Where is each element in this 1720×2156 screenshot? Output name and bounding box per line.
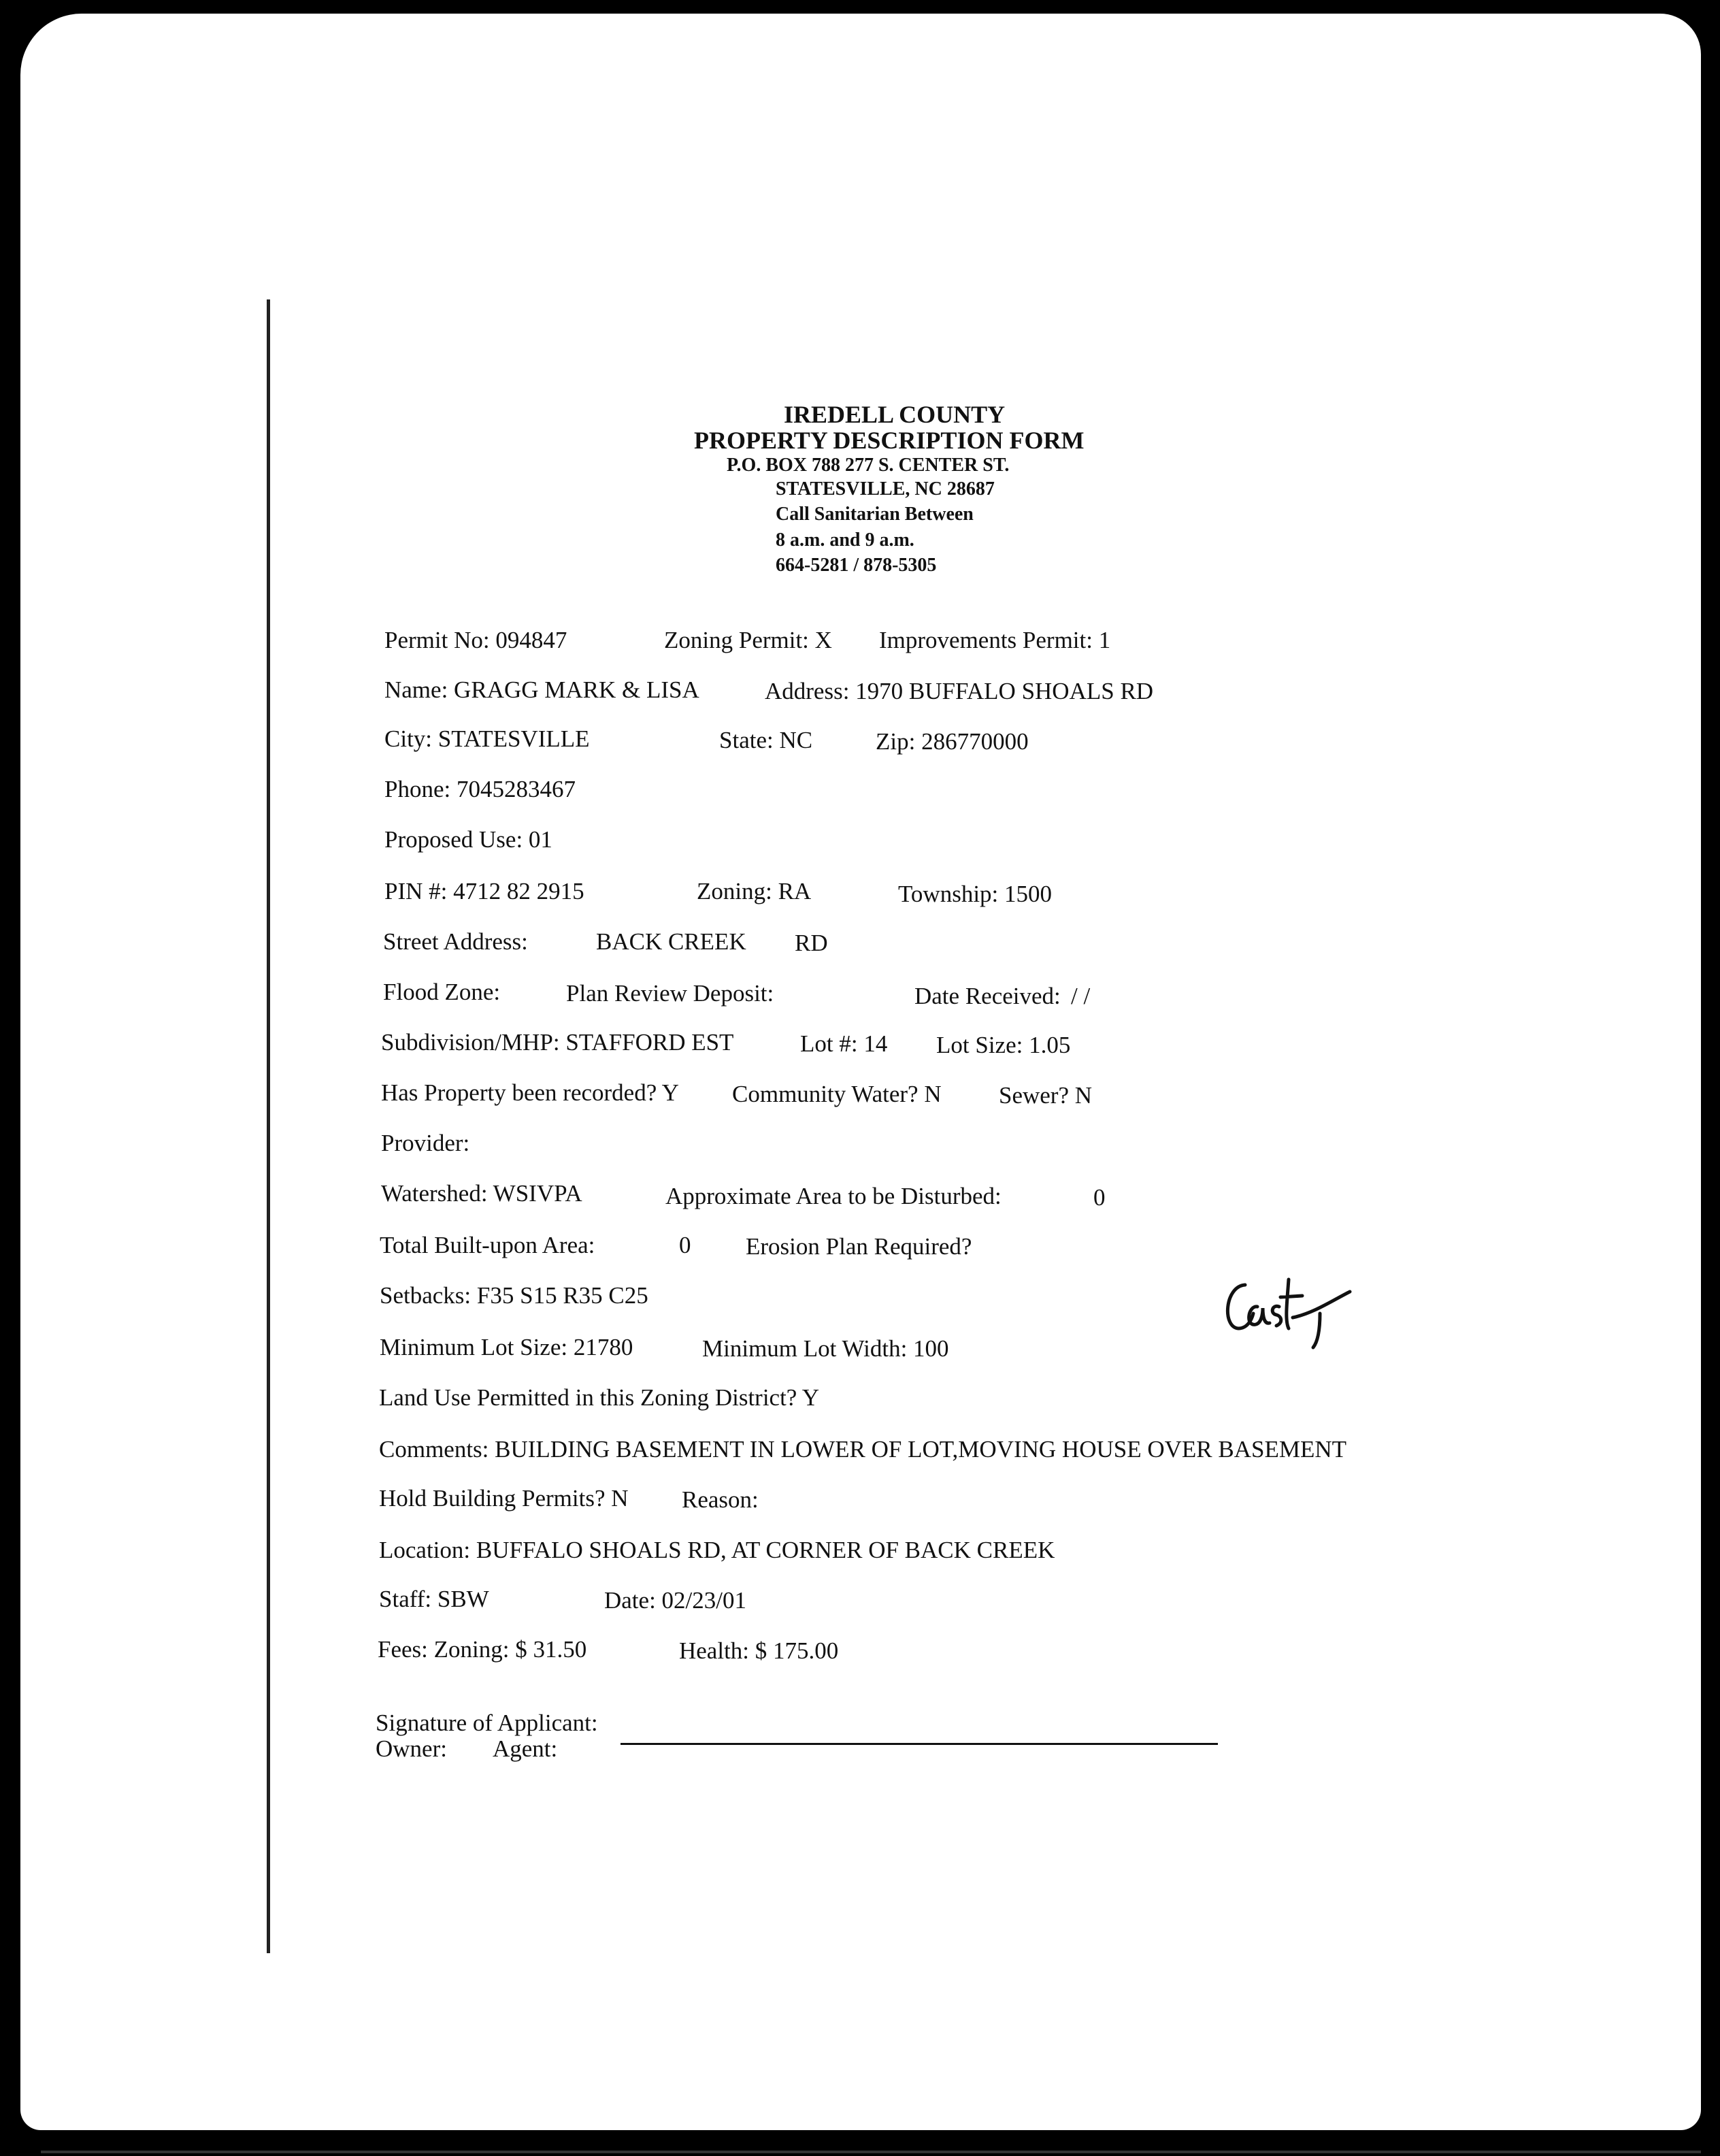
page-edge-scan-line: [41, 2151, 1701, 2153]
city-line: STATESVILLE, NC 28687: [776, 478, 995, 500]
owner-label: Owner:: [376, 1735, 447, 1762]
hours-line: 8 a.m. and 9 a.m.: [776, 529, 914, 551]
built-upon-value: 0: [679, 1232, 691, 1258]
built-upon-area: Total Built-upon Area:: [380, 1232, 595, 1258]
proposed-use: Proposed Use: 01: [384, 826, 552, 853]
punch-hole: [0, 238, 15, 279]
applicant-address: Address: 1970 BUFFALO SHOALS RD: [765, 678, 1154, 704]
permit-no: Permit No: 094847: [384, 627, 567, 653]
phone: Phone: 7045283467: [384, 776, 576, 802]
state: State: NC: [719, 727, 813, 753]
date-received-value: / /: [1071, 983, 1091, 1009]
margin-line: [267, 299, 270, 1953]
signature-line: [621, 1743, 1218, 1745]
township: Township: 1500: [898, 881, 1053, 907]
community-water: Community Water? N: [732, 1081, 942, 1107]
provider: Provider:: [381, 1130, 470, 1156]
city: City: STATESVILLE: [384, 725, 590, 752]
fees-health: Health: $ 175.00: [679, 1637, 839, 1664]
handwritten-annotation: [1218, 1266, 1368, 1361]
zoning: Zoning: RA: [697, 878, 812, 904]
date: Date: 02/23/01: [604, 1587, 746, 1614]
date-received: Date Received:: [914, 983, 1061, 1009]
staff: Staff: SBW: [379, 1586, 489, 1612]
fees-zoning: Fees: Zoning: $ 31.50: [378, 1636, 587, 1663]
erosion-plan: Erosion Plan Required?: [746, 1233, 972, 1260]
subdivision: Subdivision/MHP: STAFFORD EST: [381, 1029, 734, 1056]
street-address-label: Street Address:: [383, 928, 528, 955]
watershed: Watershed: WSIVPA: [381, 1180, 582, 1207]
area-disturbed-value: 0: [1093, 1184, 1106, 1211]
county-title: IREDELL COUNTY: [784, 401, 1006, 428]
agent-label: Agent:: [493, 1735, 558, 1762]
land-use-permitted: Land Use Permitted in this Zoning District? Y: [379, 1384, 820, 1411]
street-address-value: BACK CREEK: [596, 928, 746, 955]
zip: Zip: 286770000: [876, 728, 1029, 755]
form-title: PROPERTY DESCRIPTION FORM: [694, 427, 1085, 454]
applicant-name: Name: GRAGG MARK & LISA: [384, 676, 699, 703]
flood-zone: Flood Zone:: [383, 979, 501, 1005]
setbacks: Setbacks: F35 S15 R35 C25: [380, 1282, 648, 1309]
call-line: Call Sanitarian Between: [776, 504, 974, 525]
location: Location: BUFFALO SHOALS RD, AT CORNER OF BACK CREEK: [379, 1537, 1055, 1563]
sewer: Sewer? N: [999, 1082, 1093, 1109]
lot-size: Lot Size: 1.05: [936, 1032, 1071, 1058]
reason: Reason:: [682, 1486, 759, 1513]
hold-permits: Hold Building Permits? N: [379, 1485, 629, 1512]
improvements-permit: Improvements Permit: 1: [879, 627, 1111, 653]
signature-label: Signature of Applicant:: [376, 1710, 598, 1736]
punch-hole: [0, 354, 15, 395]
address-line: P.O. BOX 788 277 S. CENTER ST.: [727, 455, 1010, 476]
min-lot-size: Minimum Lot Size: 21780: [380, 1334, 633, 1360]
punch-hole: [0, 116, 15, 157]
plan-review-deposit: Plan Review Deposit:: [566, 980, 774, 1007]
street-address-suffix: RD: [795, 930, 828, 956]
area-disturbed: Approximate Area to be Disturbed:: [665, 1183, 1002, 1209]
lot-no: Lot #: 14: [800, 1030, 888, 1057]
property-recorded: Has Property been recorded? Y: [381, 1079, 679, 1106]
min-lot-width: Minimum Lot Width: 100: [702, 1335, 949, 1362]
zoning-permit: Zoning Permit: X: [664, 627, 832, 653]
phone-line: 664-5281 / 878-5305: [776, 555, 937, 576]
pin: PIN #: 4712 82 2915: [384, 878, 584, 904]
document-page: [20, 14, 1701, 2130]
comments: Comments: BUILDING BASEMENT IN LOWER OF LOT,MOVING HOUSE OVER BASEMENT: [379, 1436, 1346, 1463]
